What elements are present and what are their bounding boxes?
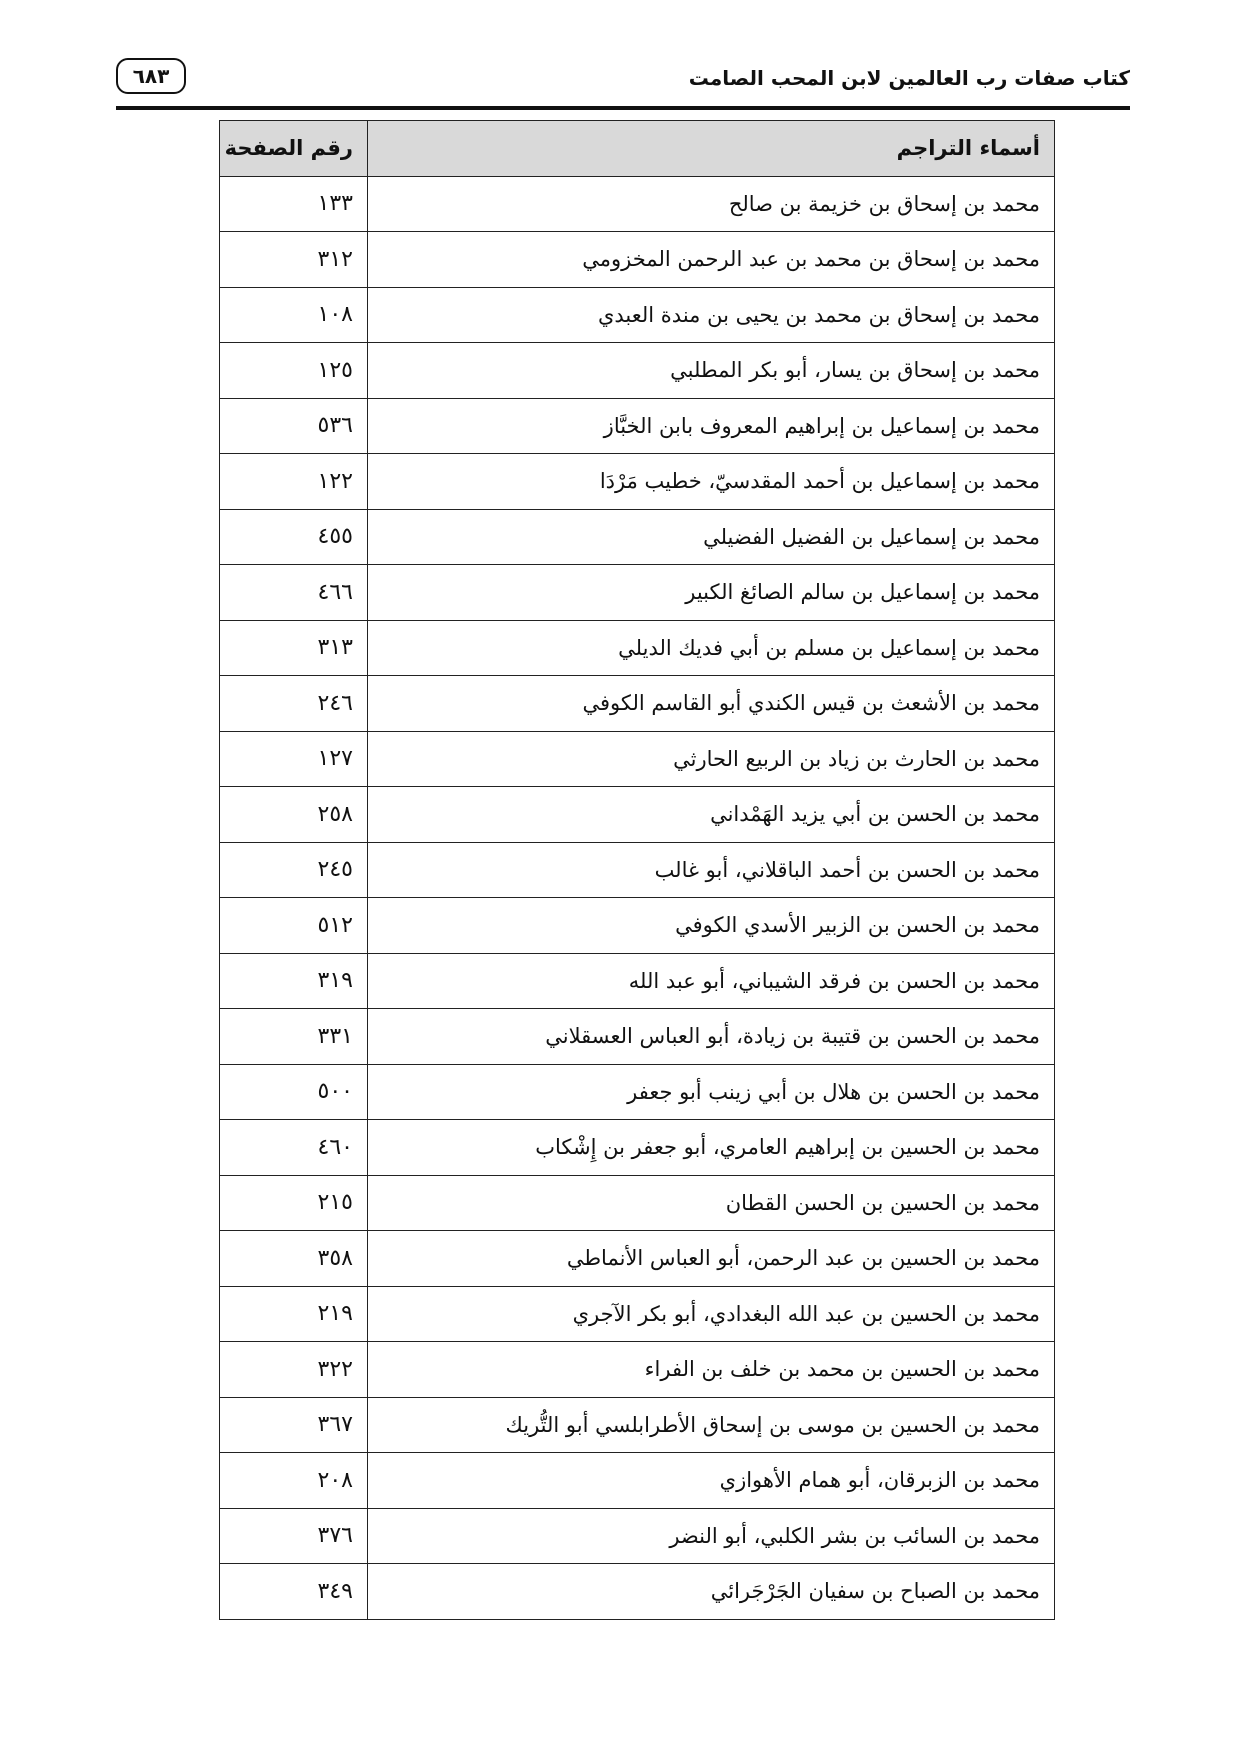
biography-name: محمد بن الحسين بن عبد الرحمن، أبو العباس الأنماطي: [368, 1231, 1055, 1287]
table-row: [220, 787, 1055, 843]
table-row: [220, 1175, 1055, 1231]
table-row: [220, 898, 1055, 954]
table-row: [220, 398, 1055, 454]
biography-name: محمد بن الحسن بن قتيبة بن زيادة، أبو العباس العسقلاني: [368, 1009, 1055, 1065]
table-row: [220, 1231, 1055, 1287]
page-reference: ٥١٢: [220, 898, 368, 954]
biography-name: محمد بن الحسن بن هلال بن أبي زينب أبو جعفر: [368, 1064, 1055, 1120]
page-reference: ٢٥٨: [220, 787, 368, 843]
biography-name: محمد بن الحسن بن أحمد الباقلاني، أبو غالب: [368, 842, 1055, 898]
page-reference: ١٠٨: [220, 287, 368, 343]
table-row: [220, 1286, 1055, 1342]
page-reference: ٢٠٨: [220, 1453, 368, 1509]
biography-name: محمد بن الحارث بن زياد بن الربيع الحارثي: [368, 731, 1055, 787]
biography-name: محمد بن الحسين بن إبراهيم العامري، أبو جعفر بن إِشْكاب: [368, 1120, 1055, 1176]
page-reference: ٣٧٦: [220, 1508, 368, 1564]
biography-name: محمد بن إسماعيل بن سالم الصائغ الكبير: [368, 565, 1055, 621]
biography-name: محمد بن إسحاق بن خزيمة بن صالح: [368, 176, 1055, 232]
page-reference: ٥٣٦: [220, 398, 368, 454]
page-reference: ٤٦٦: [220, 565, 368, 621]
page-reference: ٣٥٨: [220, 1231, 368, 1287]
table-row: [220, 565, 1055, 621]
page-reference: ٣٤٩: [220, 1564, 368, 1620]
page-header: [116, 58, 1130, 110]
page-reference: ٣٦٧: [220, 1397, 368, 1453]
biography-name: محمد بن إسحاق بن يسار، أبو بكر المطلبي: [368, 343, 1055, 399]
table-header-row: [220, 121, 1055, 177]
biography-name: محمد بن إسماعيل بن إبراهيم المعروف بابن الخبَّاز: [368, 398, 1055, 454]
page-reference: ٤٥٥: [220, 509, 368, 565]
page-reference: ٢١٥: [220, 1175, 368, 1231]
page-reference: ٤٦٠: [220, 1120, 368, 1176]
biography-name: محمد بن إسماعيل بن الفضيل الفضيلي: [368, 509, 1055, 565]
table-row: [220, 1009, 1055, 1065]
page-reference: ٥٠٠: [220, 1064, 368, 1120]
page-reference: ١٢٢: [220, 454, 368, 510]
biography-name: محمد بن إسحاق بن محمد بن عبد الرحمن المخزومي: [368, 232, 1055, 288]
table-row: [220, 232, 1055, 288]
page-reference: ٢١٩: [220, 1286, 368, 1342]
biography-name: محمد بن الحسين بن الحسن القطان: [368, 1175, 1055, 1231]
biography-name: محمد بن السائب بن بشر الكلبي، أبو النضر: [368, 1508, 1055, 1564]
biography-name: محمد بن الحسين بن موسى بن إسحاق الأطرابلسي أبو التُّريك: [368, 1397, 1055, 1453]
biography-name: محمد بن الصباح بن سفيان الجَرْجَرائي: [368, 1564, 1055, 1620]
table-row: [220, 1453, 1055, 1509]
table-row: [220, 454, 1055, 510]
biography-name: محمد بن إسماعيل بن أحمد المقدسيّ، خطيب مَرْدَا: [368, 454, 1055, 510]
table-row: [220, 1064, 1055, 1120]
page-reference: ٣٣١: [220, 1009, 368, 1065]
page-reference: ٣١٣: [220, 620, 368, 676]
table-row: [220, 343, 1055, 399]
biography-name: محمد بن إسحاق بن محمد بن يحيى بن مندة العبدي: [368, 287, 1055, 343]
biography-name: محمد بن الأشعث بن قيس الكندي أبو القاسم الكوفي: [368, 676, 1055, 732]
biography-name: محمد بن الحسين بن عبد الله البغدادي، أبو بكر الآجري: [368, 1286, 1055, 1342]
table-row: [220, 1342, 1055, 1398]
biography-name: محمد بن الحسن بن الزبير الأسدي الكوفي: [368, 898, 1055, 954]
table-row: [220, 731, 1055, 787]
column-header-page-number: رقم الصفحة: [220, 121, 368, 177]
table-row: [220, 1120, 1055, 1176]
page-reference: ١٢٥: [220, 343, 368, 399]
page-reference: ١٣٣: [220, 176, 368, 232]
page-number: ٦٨٣: [116, 58, 186, 94]
header-divider: [116, 106, 1130, 110]
table-row: [220, 1564, 1055, 1620]
table-row: [220, 842, 1055, 898]
table-row: [220, 620, 1055, 676]
column-header-names: أسماء التراجم: [368, 121, 1055, 177]
page-reference: ١٢٧: [220, 731, 368, 787]
page-reference: ٣١٩: [220, 953, 368, 1009]
table-row: [220, 509, 1055, 565]
biography-name: محمد بن الحسين بن محمد بن خلف بن الفراء: [368, 1342, 1055, 1398]
biography-name: محمد بن الزبرقان، أبو همام الأهوازي: [368, 1453, 1055, 1509]
book-title: كتاب صفات رب العالمين لابن المحب الصامت: [688, 66, 1130, 90]
biography-name: محمد بن إسماعيل بن مسلم بن أبي فديك الديلي: [368, 620, 1055, 676]
page-reference: ٢٤٦: [220, 676, 368, 732]
page-reference: ٢٤٥: [220, 842, 368, 898]
table-row: [220, 176, 1055, 232]
table-row: [220, 1397, 1055, 1453]
page-reference: ٣١٢: [220, 232, 368, 288]
table-row: [220, 953, 1055, 1009]
page-reference: ٣٢٢: [220, 1342, 368, 1398]
table-row: [220, 1508, 1055, 1564]
table-row: [220, 676, 1055, 732]
biography-name: محمد بن الحسن بن أبي يزيد الهَمْداني: [368, 787, 1055, 843]
biographies-index-table: [219, 120, 1055, 1620]
table-row: [220, 287, 1055, 343]
biography-name: محمد بن الحسن بن فرقد الشيباني، أبو عبد الله: [368, 953, 1055, 1009]
